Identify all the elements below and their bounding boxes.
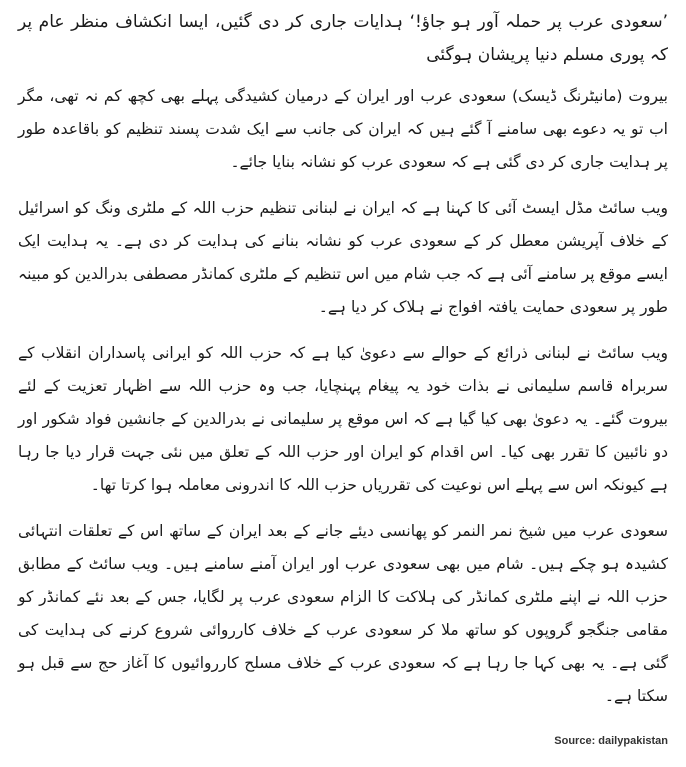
source-credit: Source: dailypakistan bbox=[554, 735, 668, 747]
article-paragraph-4: سعودی عرب میں شیخ نمر النمر کو پھانسی دیئے جانے کے بعد ایران کے ساتھ اس کے تعلقات انتہائی کشیدہ ہو چکے ہیں۔ شام میں بھی سعودی عرب اور ایران آمنے سامنے ہیں۔ ویب سائٹ کے مطابق حزب اللہ نے اپنے ملٹری کمانڈر کی ہلاکت کا الزام سعودی عرب پر لگایا، جس کے بعد نئے کمانڈر کو مقامی جنگجو گروپوں کو ساتھ ملا کر سعودی عرب کے خلاف کارروائی شروع کرنے کی ہدایت کی گئی ہے۔ یہ بھی کہا جا رہا ہے کہ سعودی عرب کے خلاف مسلح کارروائیوں کا آغاز حج سے قبل ہو سکتا ہے۔ bbox=[18, 522, 668, 705]
article-headline: ’سعودی عرب پر حملہ آور ہو جاؤ!‘ ہدایات جاری کر دی گئیں، ایسا انکشاف منظر عام پر کہ پوری مسلم دنیا پریشان ہوگئی bbox=[18, 12, 668, 65]
article-paragraph-1: بیروت (مانیٹرنگ ڈیسک) سعودی عرب اور ایران کے درمیان کشیدگی پہلے بھی کچھ کم نہ تھی، مگر اب تو یہ دعوے بھی سامنے آ گئے ہیں کہ ایران کی جانب سے ایک شدت پسند تنظیم کو باقاعدہ طور پر ہدایت جاری کر دی گئی ہے کہ سعودی عرب کو نشانہ بنایا جائے۔ bbox=[18, 87, 668, 171]
article-paragraph-2: ویب سائٹ مڈل ایسٹ آئی کا کہنا ہے کہ ایران نے لبنانی تنظیم حزب اللہ کے ملٹری ونگ کو اسرائیل کے خلاف آپریشن معطل کر کے سعودی عرب کو نشانہ بنانے کی ہدایت کر دی ہے۔ یہ ہدایت ایک ایسے موقع پر سامنے آئی ہے کہ جب شام میں اس تنظیم کے ملٹری کمانڈر مصطفی بدرالدین کو مبینہ طور پر سعودی حمایت یافتہ افواج نے ہلاک کر دیا ہے۔ bbox=[18, 199, 668, 316]
article bbox=[18, 6, 668, 726]
article-paragraph-3: ویب سائٹ نے لبنانی ذرائع کے حوالے سے دعویٰ کیا ہے کہ حزب اللہ کو ایرانی پاسداران انقلاب کے سربراہ قاسم سلیمانی نے بذات خود یہ پیغام پہنچایا، جب وہ حزب اللہ سے اظہار تعزیت کے لئے بیروت گئے۔ یہ دعویٰ بھی کیا گیا ہے کہ اس موقع پر سلیمانی نے بدرالدین کے جانشین فواد شکور اور دو نائبین کا تقرر بھی کیا۔ اس اقدام کو ایران اور حزب اللہ کے تعلق میں نئی جہت قرار دیا جا رہا ہے کیونکہ اس سے پہلے اس نوعیت کی تقرریاں حزب اللہ کا اندرونی معاملہ ہوا کرتا تھا۔ bbox=[18, 344, 668, 494]
